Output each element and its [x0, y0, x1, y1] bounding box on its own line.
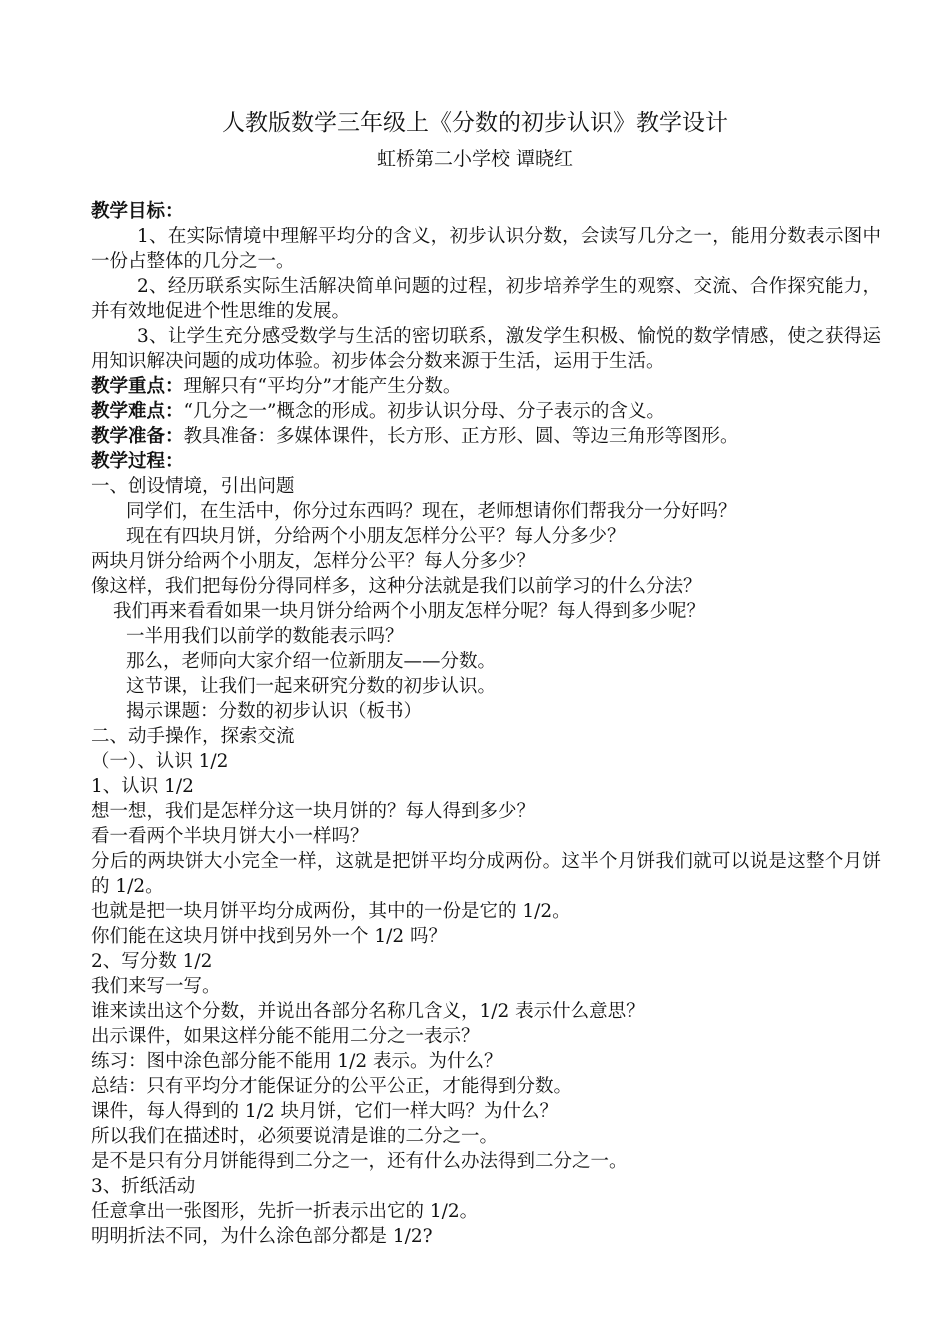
- part-3-line: 明明折法不同，为什么涂色部分都是 1/2?: [91, 1226, 433, 1247]
- section-1-line: 这节课，让我们一起来研究分数的初步认识。: [126, 676, 497, 697]
- part-2-line: 课件，每人得到的 1/2 块月饼，它们一样大吗？为什么？: [91, 1101, 559, 1122]
- document-title: 人教版数学三年级上《分数的初步认识》教学设计: [222, 110, 728, 136]
- part-2-line: 总结：只有平均分才能保证分的公平公正，才能得到分数。: [91, 1076, 573, 1097]
- part-2-line: 出示课件，如果这样分能不能用二分之一表示？: [91, 1026, 480, 1047]
- section-1-line: 一半用我们以前学的数能表示吗？: [126, 626, 404, 647]
- section-1-line: 那么，老师向大家介绍一位新朋友——分数。: [126, 651, 497, 672]
- part-3-line: 任意拿出一张图形，先折一折表示出它的 1/2。: [91, 1201, 479, 1222]
- part-1-line: 看一看两个半块月饼大小一样吗？: [91, 826, 369, 847]
- objective-2: 2、经历联系实际生活解决简单问题的过程，初步培养学生的观察、交流、合作探究能力，并有效地促进个性思维的发展。: [91, 276, 881, 322]
- objective-3: 3、让学生充分感受数学与生活的密切联系，激发学生积极、愉悦的数学情感，使之获得运用知识解决问题的成功体验。初步体会分数来源于生活，运用于生活。: [91, 326, 881, 372]
- part-2-line: 练习：图中涂色部分能不能用 1/2 表示。为什么？: [91, 1051, 503, 1072]
- teaching-preparation: [91, 424, 881, 449]
- part-2-line: 是不是只有分月饼能得到二分之一，还有什么办法得到二分之一。: [91, 1151, 628, 1172]
- section-1-line: 像这样，我们把每份分得同样多，这种分法就是我们以前学习的什么分法？: [91, 576, 702, 597]
- difficulty-label: 教学难点：: [91, 401, 184, 422]
- process-heading: 教学过程：: [91, 451, 184, 472]
- part-2-line: 所以我们在描述时，必须要说清是谁的二分之一。: [91, 1126, 499, 1147]
- objectives-heading: 教学目标：: [91, 201, 184, 222]
- section-1-title: 一、创设情境，引出问题: [91, 476, 295, 497]
- part-3-title: 3、折纸活动: [91, 1176, 196, 1197]
- part-1-line: 想一想，我们是怎样分这一块月饼的？每人得到多少？: [91, 801, 536, 822]
- part-1-line: 分后的两块饼大小完全一样，这就是把饼平均分成两份。这半个月饼我们就可以说是这整个月饼的 1/2。: [91, 851, 881, 897]
- preparation-label: 教学准备：: [91, 426, 184, 447]
- part-1-line: 也就是把一块月饼平均分成两份，其中的一份是它的 1/2。: [91, 901, 571, 922]
- section-1-line: 揭示课题：分数的初步认识（板书）: [126, 701, 423, 722]
- part-1-line: 你们能在这块月饼中找到另外一个 1/2 吗？: [91, 926, 448, 947]
- subsection-title: （一）、认识 1/2: [91, 751, 229, 772]
- section-1-line: 我们再来看看如果一块月饼分给两个小朋友怎样分呢？每人得到多少呢？: [113, 601, 706, 622]
- key-point-text: 理解只有“平均分”才能产生分数。: [183, 376, 462, 397]
- key-point-label: 教学重点：: [91, 376, 184, 397]
- section-1-line: 两块月饼分给两个小朋友，怎样分公平？每人分多少？: [91, 551, 536, 572]
- section-1-line: 现在有四块月饼，分给两个小朋友怎样分公平？每人分多少？: [126, 526, 626, 547]
- difficulty-text: “几分之一”概念的形成。初步认识分母、分子表示的含义。: [183, 401, 665, 422]
- teaching-key-point: [91, 374, 881, 399]
- part-2-line: 我们来写一写。: [91, 976, 221, 997]
- part-1-title: 1、认识 1/2: [91, 776, 194, 797]
- section-1-line: 同学们，在生活中，你分过东西吗？现在，老师想请你们帮我分一分好吗？: [126, 501, 737, 522]
- part-2-title: 2、写分数 1/2: [91, 951, 213, 972]
- document-body: [91, 199, 881, 1249]
- objective-1: 1、在实际情境中理解平均分的含义，初步认识分数，会读写几分之一，能用分数表示图中一份占整体的几分之一。: [91, 226, 881, 272]
- section-2-title: 二、动手操作，探索交流: [91, 726, 295, 747]
- teaching-difficulty: [91, 399, 881, 424]
- author-line: 虹桥第二小学校 谭晓红: [376, 148, 574, 170]
- preparation-text: 教具准备：多媒体课件，长方形、正方形、圆、等边三角形等图形。: [183, 426, 739, 447]
- part-2-line: 谁来读出这个分数，并说出各部分名称几含义，1/2 表示什么意思？: [91, 1001, 645, 1022]
